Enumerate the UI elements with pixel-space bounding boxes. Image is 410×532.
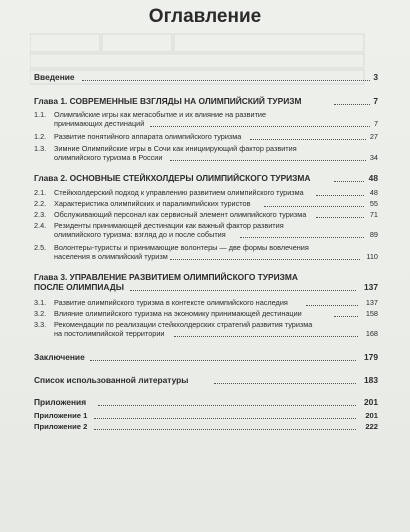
toc-entry-page: 7 (373, 96, 378, 106)
toc-entry-title: Характеристика олимпийских и паралимпийских туристов (54, 199, 251, 208)
toc-entry-page: 27 (369, 132, 378, 141)
toc-entry-page: 201 (364, 397, 378, 407)
leader-dots (174, 335, 358, 337)
toc-entry-title: Приложения (34, 397, 87, 407)
toc-entry-title: Олимпийские игры как мегасобытие и их влияние на развитие принимающих дестинаций (54, 110, 267, 128)
toc-entry-title: Стейкхолдерский подход к управлению развитием олимпийского туризма (54, 188, 304, 197)
toc-entry-page: 158 (365, 309, 378, 318)
page-title: Оглавление (148, 6, 262, 27)
leader-dots (90, 359, 356, 361)
toc-entry-2-4 (34, 221, 378, 241)
toc-entry-title: Волонтеры-туристы и принимающие волонтеры — две формы вовлечения населения в олимпийский туризм (54, 243, 309, 261)
toc-entry-1-3 (34, 144, 378, 164)
toc-entry-title: Заключение (34, 352, 85, 362)
toc-entry-number: 3.3. (34, 320, 47, 329)
toc-entry-chapter-3 (34, 272, 378, 294)
toc-entry-title: Глава 2. ОСНОВНЫЕ СТЕЙКХОЛДЕРЫ ОЛИМПИЙСКОГО ТУРИЗМА (34, 173, 311, 183)
toc-entry-page: 168 (365, 329, 378, 338)
toc-entry-page: 201 (365, 411, 378, 420)
toc-entry-number: 3.2. (34, 309, 47, 318)
leader-dots (94, 428, 356, 430)
leader-dots (240, 236, 364, 238)
toc-entry-number: 1.2. (34, 132, 47, 141)
toc-entry-title: Зимние Олимпийские игры в Сочи как инициирующий фактор развития олимпийского туризма в России (54, 144, 297, 162)
leader-dots (334, 180, 364, 182)
leader-dots (214, 382, 356, 384)
toc-entry-page: 3 (373, 72, 378, 82)
leader-dots (98, 404, 356, 406)
toc-entry-title: Приложение 2 (34, 422, 88, 431)
leader-dots (150, 125, 370, 127)
toc-entry-title: Резиденты принимающей дестинации как важный фактор развития олимпийского туризма: взгляд до и после события (54, 221, 284, 239)
leader-dots (316, 194, 364, 196)
toc-entry-page: 71 (369, 210, 378, 219)
leader-dots (82, 79, 370, 81)
leader-dots (250, 138, 366, 140)
toc-entry-number: 2.4. (34, 221, 47, 230)
toc-entry-page: 110 (366, 252, 378, 261)
toc-entry-title: Глава 3. УПРАВЛЕНИЕ РАЗВИТИЕМ ОЛИМПИЙСКОГО ТУРИЗМА ПОСЛЕ ОЛИМПИАДЫ (34, 272, 298, 292)
toc-entry-page: 34 (369, 153, 378, 162)
toc-entry-page: 89 (369, 230, 378, 239)
toc-entry-number: 2.2. (34, 199, 47, 208)
toc-entry-title: Список использованной литературы (34, 375, 189, 385)
toc-entry-page: 222 (365, 422, 378, 431)
toc-entry-page: 179 (364, 352, 378, 362)
leader-dots (334, 315, 358, 317)
toc-entry-page: 7 (373, 119, 378, 128)
toc-entry-number: 1.1. (34, 110, 47, 119)
toc-entry-number: 2.1. (34, 188, 47, 197)
toc-entry-title: Глава 1. СОВРЕМЕННЫЕ ВЗГЛЯДЫ НА ОЛИМПИЙСКИЙ ТУРИЗМ (34, 96, 302, 106)
toc-entry-3-3 (34, 320, 378, 340)
toc-entry-page: 183 (364, 375, 378, 385)
toc-entry-title: Рекомендации по реализации стейкхолдерских стратегий развития туризма на постолимпийской территории (54, 320, 313, 338)
leader-dots (130, 289, 356, 291)
toc-entry-1-1 (34, 110, 378, 130)
leader-dots (170, 258, 360, 260)
leader-dots (94, 417, 356, 419)
leader-dots (264, 205, 364, 207)
toc-entry-title: Обслуживающий персонал как сервисный элемент олимпийского туризма (54, 210, 307, 219)
leader-dots (306, 304, 358, 306)
toc-entry-number: 1.3. (34, 144, 47, 153)
leader-dots (334, 103, 370, 105)
toc-entry-page: 55 (369, 199, 378, 208)
toc-entry-page: 48 (368, 173, 378, 183)
leader-dots (170, 159, 366, 161)
toc-entry-2-5 (34, 243, 378, 263)
toc-entry-number: 2.5. (34, 243, 47, 252)
toc-entry-title: Влияние олимпийского туризма на экономику принимающей дестинации (54, 309, 302, 318)
toc-entry-number: 2.3. (34, 210, 47, 219)
toc-entry-title: Введение (34, 72, 75, 82)
toc-entry-page: 137 (364, 282, 378, 292)
toc-entry-title: Развитие понятийного аппарата олимпийского туризма (54, 132, 242, 141)
toc-entry-page: 48 (369, 188, 378, 197)
toc-entry-number: 3.1. (34, 298, 47, 307)
leader-dots (316, 216, 364, 218)
toc-entry-page: 137 (365, 298, 378, 307)
toc-entry-title: Развитие олимпийского туризма в контексте олимпийского наследия (54, 298, 288, 307)
toc-entry-title: Приложение 1 (34, 411, 88, 420)
